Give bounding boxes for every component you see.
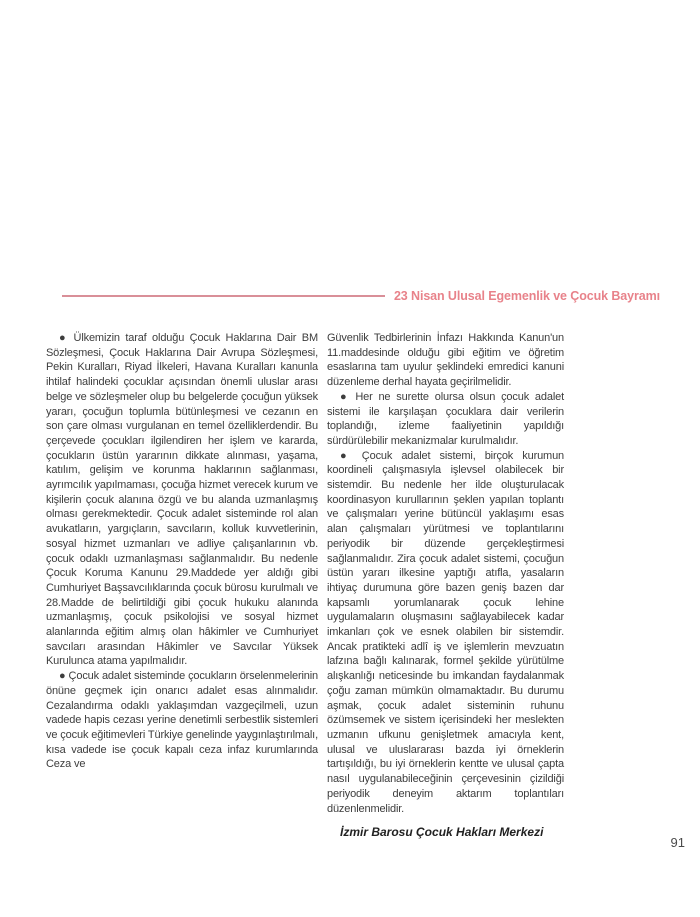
section-title: 23 Nisan Ulusal Egemenlik ve Çocuk Bayramı [393,289,660,303]
paragraph-bulleted: ● Ülkemizin taraf olduğu Çocuk Haklarına Dair BM Sözleşmesi, Çocuk Haklarına Dair Avrupa Sözleşmesi, Pekin Kuralları, Riyad İlkeleri, Havana Kuralları kanunla ihtilaf halindeki çocuklar açısından önemli uluslar arası belge ve sözleşmeler olup bu belgelerde çocuğun yüksek yararı, çocuğun toplumla bütünleşmesi ve cezanın en son çare olması vurgulanan en temel özelliklerdendir. Bu çerçevede çocukları ilgilendiren her işlem ve kararda, çocukların üstün yararının dikkate alınması, yaşama, katılım, gelişim ve korunma haklarının sağlanması, ayrımcılık yapılmaması, çocuğa hizmet verecek kurum ve kişilerin çocuk alanına özgü ve bu alanda uzmanlaşmış olması gerekmektedir. Çocuk adalet sisteminde rol alan avukatların, yargıçların, savcıların, kolluk kuvvetlerinin, sosyal hizmet uzmanları ve adliye çalışanlarının vb. çocuk odaklı uzmanlaşması sağlanmalıdır. Bu nedenle Çocuk Koruma Kanunu 29.Maddede yer aldığı gibi Cumhuriyet Başsavcılıklarında çocuk bürosu kurulmalı ve 28.Madde de belirtildiği gibi çocuk hukuku alanında uzmanlaşmış, çocuk psikolojisi ve sosyal hizmet alanlarında eğitim almış olan hâkimler ve Cumhuriyet savcıları arasından Hâkimler ve Savcılar Yüksek Kurulunca atama yapılmalıdır. [46,332,318,668]
section-header [62,289,660,303]
signature: İzmir Barosu Çocuk Hakları Merkezi [340,825,544,840]
text-column-right [327,331,564,840]
paragraph-continuation: Güvenlik Tedbirlerinin İnfazı Hakkında Kanun'un 11.maddesinde olduğu gibi eğitim ve öğretim esaslarına tam uyulur şeklindeki emredici kanuni düzenleme derhal hayata geçirilmelidir. [327,332,564,389]
paragraph-bulleted: ● Her ne surette olursa olsun çocuk adalet sistemi ile karşılaşan çocuklara dair verilerin toplandığı, izleme faaliyetinin yapıldığı sürdürülebilir mekanizmalar kurulmalıdır. [327,390,564,447]
paragraph-bulleted: ● Çocuk adalet sisteminde çocukların örselenmelerinin önüne geçmek için onarıcı adalet esas alınmalıdır. Cezalandırma odaklı yaklaşımdan vazgeçilmeli, uzun vadede hapis cezası yerine denetimli serbestlik sistemleri ve çocuk eğitimevleri Türkiye genelinde yaygınlaştırılmalı, kısa vadede ise çocuk kapalı ceza infaz kurumlarında Ceza ve [46,670,318,771]
header-rule [62,295,385,297]
paragraph-bulleted: ● Çocuk adalet sistemi, birçok kurumun koordineli çalışmasıyla işlevsel olabilecek bir sistemdir. Bu nedenle her ilde oluşturulacak koordinasyon kurullarının şeklen yapılan toplantı ve çalışmaları yerine bütüncül yaklaşımı esas alan çalışmaları yürütmesi ve toplantılarını periyodik bir düzende gerçekleştirmesi sağlanmalıdır. Zira çocuk adalet sistemi, çocuğun üstün yararı ilkesine yaptığı atıfla, yasaların ihtiyaç durumuna göre bazen geniş bazen dar kapsamlı yorumlanarak çocuk lehine uygulamaların oluşmasını sağlayabilecek kadar imkanları çok ve esnek olabilen bir sistemdir. Ancak pratikteki adlî iş ve işlemlerin mevzuatın lafzına bağlı kalınarak, formel şekilde yürütülme alışkanlığı neticesinde bu imkandan faydalanmak çoğu zaman mümkün olmamaktadır. Bu durumu aşmak, çocuk adalet sisteminin ruhunu özümsemek ve sistem içerisindeki her meslekten uzmanın ufkunu genişletmek amacıyla kent, ulusal ve uluslararası bazda iyi örneklerin tartışıldığı, bu iyi örneklerin kentte ve ulusal çapta nasıl uygulanabileceğinin çerçevesinin çizildiği periyodik deneyim aktarım toplantıları düzenlenmelidir. [327,449,564,815]
page-number: 91 [670,835,685,850]
text-column-left [46,331,318,772]
